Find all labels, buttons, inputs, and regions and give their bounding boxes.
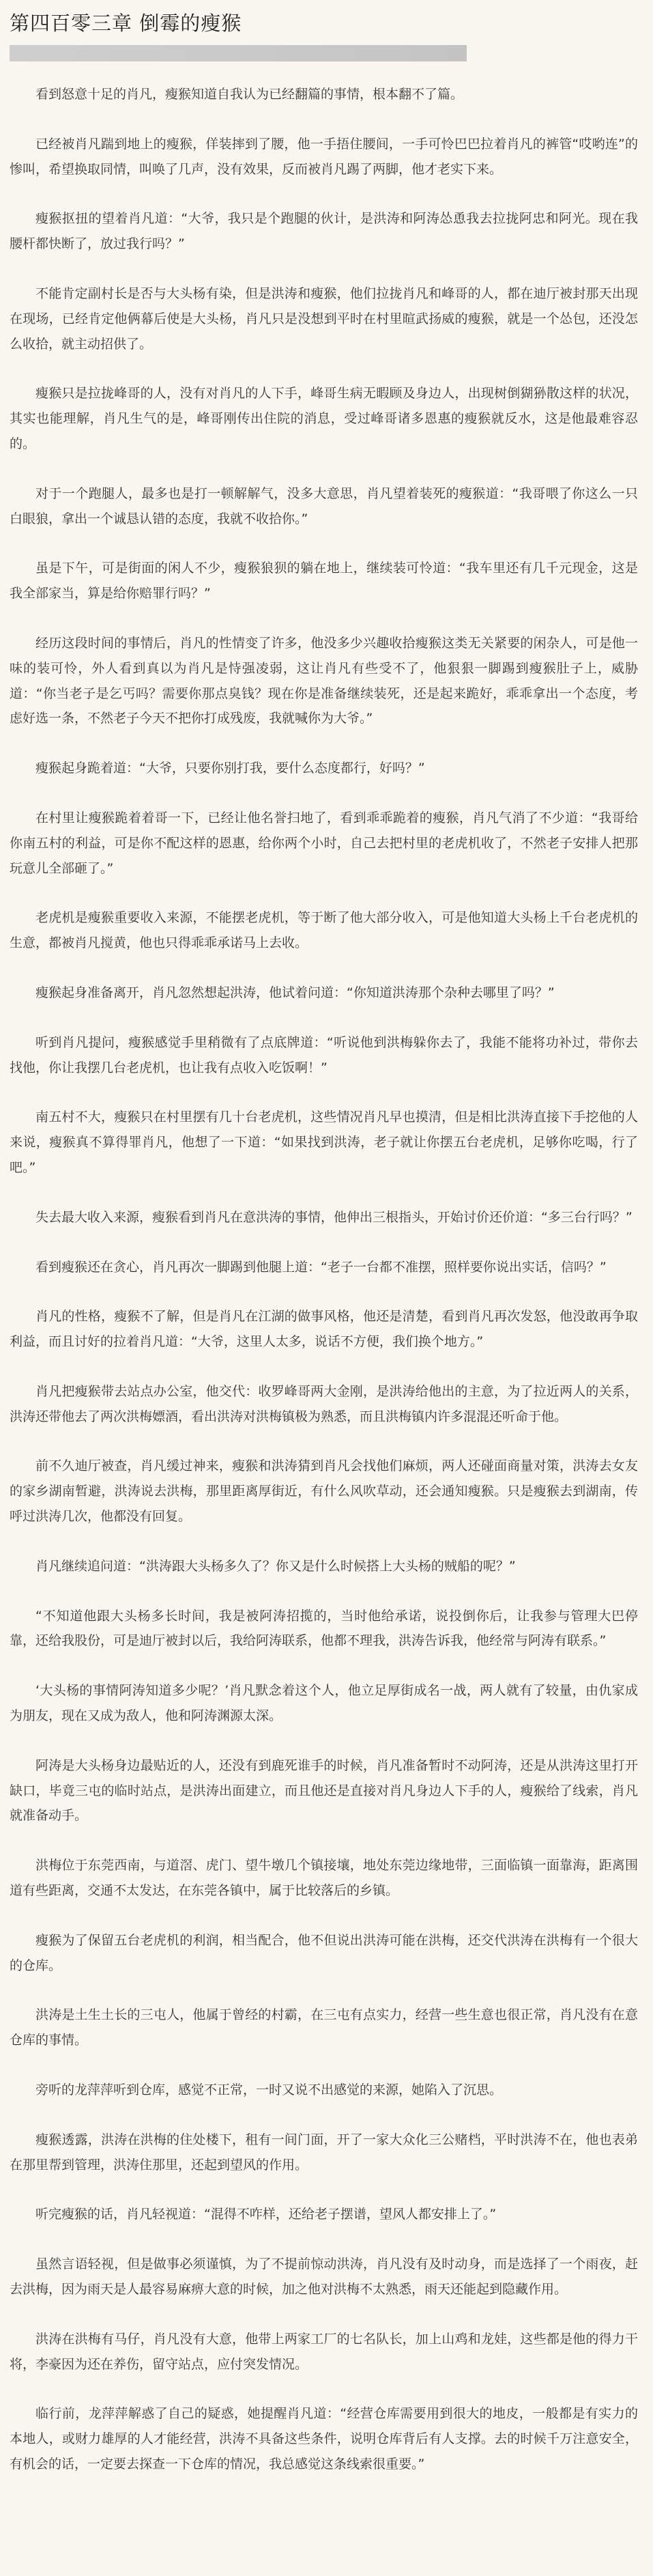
paragraph: 旁听的龙萍萍听到仓库，感觉不正常，一时又说不出感觉的来源，她陷入了沉思。 [35,2082,503,2098]
title-divider-bar [10,45,467,61]
paragraph: 虽是下午，可是街面的闲人不少，瘦猴狼狈的躺在地上，继续装可怜道：“我车里还有几千元现金，这是我全部家当，算是给你赔罪行吗？” [10,561,638,601]
paragraph: 临行前，龙萍萍解惑了自己的疑惑，她提醒肖凡道：“经营仓库需要用到很大的地皮，一般都是有实力的本地人，或财力雄厚的人才能经营，洪涛不具备这些条件，说明仓库背后有人支撑。去的时候千万注意安全，有机会的话，一定要去探查一下仓库的情况，我总感觉这条线索很重要。” [10,2406,638,2472]
paragraph: 洪涛是土生土长的三屯人，他属于曾经的村霸，在三屯有点实力，经营一些生意也很正常，肖凡没有在意仓库的事情。 [10,2007,638,2048]
paragraph: 肖凡继续追问道：“洪涛跟大头杨多久了？你又是什么时候搭上大头杨的贼船的呢？” [35,1558,516,1574]
paragraph: 瘦猴起身跪着道：“大爷，只要你别打我，要什么态度都行，好吗？” [35,761,425,776]
paragraph: 肖凡把瘦猴带去站点办公室，他交代：收罗峰哥两大金刚，是洪涛给他出的主意，为了拉近两人的关系，洪涛还带他去了两次洪梅嫖酒，看出洪涛对洪梅镇极为熟悉，而且洪梅镇内许多混混还听命于他。 [10,1383,638,1424]
paragraph: 已经被肖凡踹到地上的瘦猴，佯装摔到了腰，他一手捂住腰间，一手可怜巴巴拉着肖凡的裤管“哎哟连”的惨叫，希望换取同情，叫唤了几声，没有效果，反而被肖凡踢了两脚，他才老实下来。 [10,136,638,177]
paragraph: ‘大头杨的事情阿涛知道多少呢？’肖凡默念着这个人，他立足厚街成名一战，两人就有了较量，由仇家成为朋友，现在又成为敌人，他和阿涛渊源太深。 [10,1683,638,1724]
paragraph: 瘦猴透露，洪涛在洪梅的住处楼下，租有一间门面，开了一家大众化三公赌档，平时洪涛不在，他也表弟在那里帮到管理，洪涛住那里，还起到望风的作用。 [10,2132,638,2172]
paragraph: 阿涛是大头杨身边最贴近的人，还没有到鹿死谁手的时候，肖凡准备暂时不动阿涛，还是从洪涛这里打开缺口，毕竟三屯的临时站点，是洪涛出面建立，而且他还是直接对肖凡身边人下手的人，瘦猴给了线索，肖凡就准备动手。 [10,1757,638,1824]
paragraph: 洪梅位于东莞西南，与道滘、虎门、望牛墩几个镇接壤，地处东莞边缘地带，三面临镇一面靠海，距离围道有些距离，交通不太发达，在东莞各镇中，属于比较落后的乡镇。 [10,1858,638,1899]
paragraph: 肖凡的性格，瘦猴不了解，但是肖凡在江湖的做事风格，他还是清楚，看到肖凡再次发怒，他没敢再争取利益，而且讨好的拉着肖凡道：“大爷，这里人太多，说话不方便，我们换个地方。” [10,1309,638,1350]
chapter-title: 第四百零三章 倒霉的瘦猴 [10,12,242,35]
paragraph: 瘦猴只是拉拢峰哥的人，没有对肖凡的人下手，峰哥生病无暇顾及身边人，出现树倒猢狲散这样的状况，其实也能理解，肖凡生气的是，峰哥刚传出住院的消息，受过峰哥诸多恩惠的瘦猴就反水，这是他最难容忍的。 [10,386,638,451]
paragraph: 经历这段时间的事情后，肖凡的性情变了许多，他没多少兴趣收拾瘦猴这类无关紧要的闲杂人，可是他一味的装可怜，外人看到真以为肖凡是恃强凌弱，这让肖凡有些受不了，他狠狠一脚踢到瘦猴肚子上，威胁道：“你当老子是乞丐吗？需要你那点臭钱？现在你是准备继续装死，还是起来跪好，乖乖拿出一个态度，考虑好选一条，不然老子今天不把你打成残废，我就喊你为大爷。” [10,635,638,726]
paragraph: 南五村不大，瘦猴只在村里摆有几十台老虎机，这些情况肖凡早也摸清，但是相比洪涛直接下手挖他的人来说，瘦猴真不算得罪肖凡，他想了一下道：“如果找到洪涛，老子就让你摆五台老虎机，足够你吃喝，行了吧。” [10,1109,638,1175]
paragraph: 听完瘦猴的话，肖凡轻视道：“混得不咋样，还给老子摆谱，望风人都安排上了。” [35,2207,497,2222]
paragraph: 不能肯定副村长是否与大头杨有染，但是洪涛和瘦猴，他们拉拢肖凡和峰哥的人，都在迪厅被封那天出现在现场，已经肯定他俩幕后使是大头杨，肖凡只是没想到平时在村里暄武扬威的瘦猴，就是一个怂包，还没怎么收拾，就主动招供了。 [10,285,638,352]
paragraph: 洪涛在洪梅有马仔，肖凡没有大意，他带上两家工厂的七名队长，加上山鸡和龙娃，这些都是他的得力干将，李豪因为还在养伤，留守站点，应付突发情况。 [10,2331,638,2372]
paragraph: 瘦猴抠扭的望着肖凡道：“大爷，我只是个跑腿的伙计，是洪涛和阿涛怂恿我去拉拢阿忠和阿光。现在我腰杆都快断了，放过我行吗？” [10,211,638,252]
paragraph: 听到肖凡提问，瘦猴感觉手里稍微有了点底牌道：“听说他到洪梅躲你去了，我能不能将功补过，带你去找他，你让我摆几台老虎机，也让我有点收入吃饭啊！” [10,1034,638,1075]
paragraph: 对于一个跑腿人，最多也是打一顿解解气，没多大意思，肖凡望着装死的瘦猴道：“我哥喂了你这么一只白眼狼，拿出一个诚恳认错的态度，我就不收拾你。” [10,485,638,526]
paragraph: 老虎机是瘦猴重要收入来源，不能摆老虎机，等于断了他大部分收入，可是他知道大头杨上千台老虎机的生意，都被肖凡搅黄，他也只得乖乖承诺马上去收。 [10,910,638,951]
paragraph: 看到怒意十足的肖凡，瘦猴知道自我认为已经翻篇的事情，根本翻不了篇。 [35,87,464,102]
paragraph: 失去最大收入来源，瘦猴看到肖凡在意洪涛的事情，他伸出三根指头，开始讨价还价道：“多三台行吗？” [35,1209,633,1225]
chapter-content [10,82,643,2477]
paragraph: 瘦猴起身准备离开，肖凡忽然想起洪涛，他试着问道：“你知道洪涛那个杂种去哪里了吗？” [35,985,555,1000]
paragraph: 前不久迪厅被查，肖凡缓过神来，瘦猴和洪涛猜到肖凡会找他们麻烦，两人还碰面商量对策，洪涛去女友的家乡湖南暂避，洪涛说去洪梅，那里距离厚街近，有什么风吹草动，还会通知瘦猴。只是瘦猴去到湖南，传呼过洪涛几次，他都没有回复。 [10,1458,638,1525]
paragraph: 在村里让瘦猴跪着着哥一下，已经让他名誉扫地了，看到乖乖跪着的瘦猴，肖凡气消了不少道：“我哥给你南五村的利益，可是你不配这样的恩惠，给你两个小时，自己去把村里的老虎机收了，不然老子安排人把那玩意儿全部砸了。” [10,810,638,876]
paragraph: 瘦猴为了保留五台老虎机的利润，相当配合，他不但说出洪涛可能在洪梅，还交代洪涛在洪梅有一个很大的仓库。 [10,1932,638,1973]
paragraph: 看到瘦猴还在贪心，肖凡再次一脚踢到他腿上道：“老子一台都不准摆，照样要你说出实话，信吗？” [35,1259,607,1275]
paragraph: 虽然言语轻视，但是做事必须谨慎，为了不提前惊动洪涛，肖凡没有及时动身，而是选择了一个雨夜，赶去洪梅，因为雨天是人最容易麻痹大意的时候，加之他对洪梅不太熟悉，雨天还能起到隐藏作用。 [10,2256,638,2297]
paragraph: “不知道他跟大头杨多长时间，我是被阿涛招揽的，当时他给承诺，说投倒你后，让我参与管理大巴停靠，还给我股份，可是迪厅被封以后，我给阿涛联系，他都不理我，洪涛告诉我，他经常与阿涛有联系。” [10,1608,638,1649]
